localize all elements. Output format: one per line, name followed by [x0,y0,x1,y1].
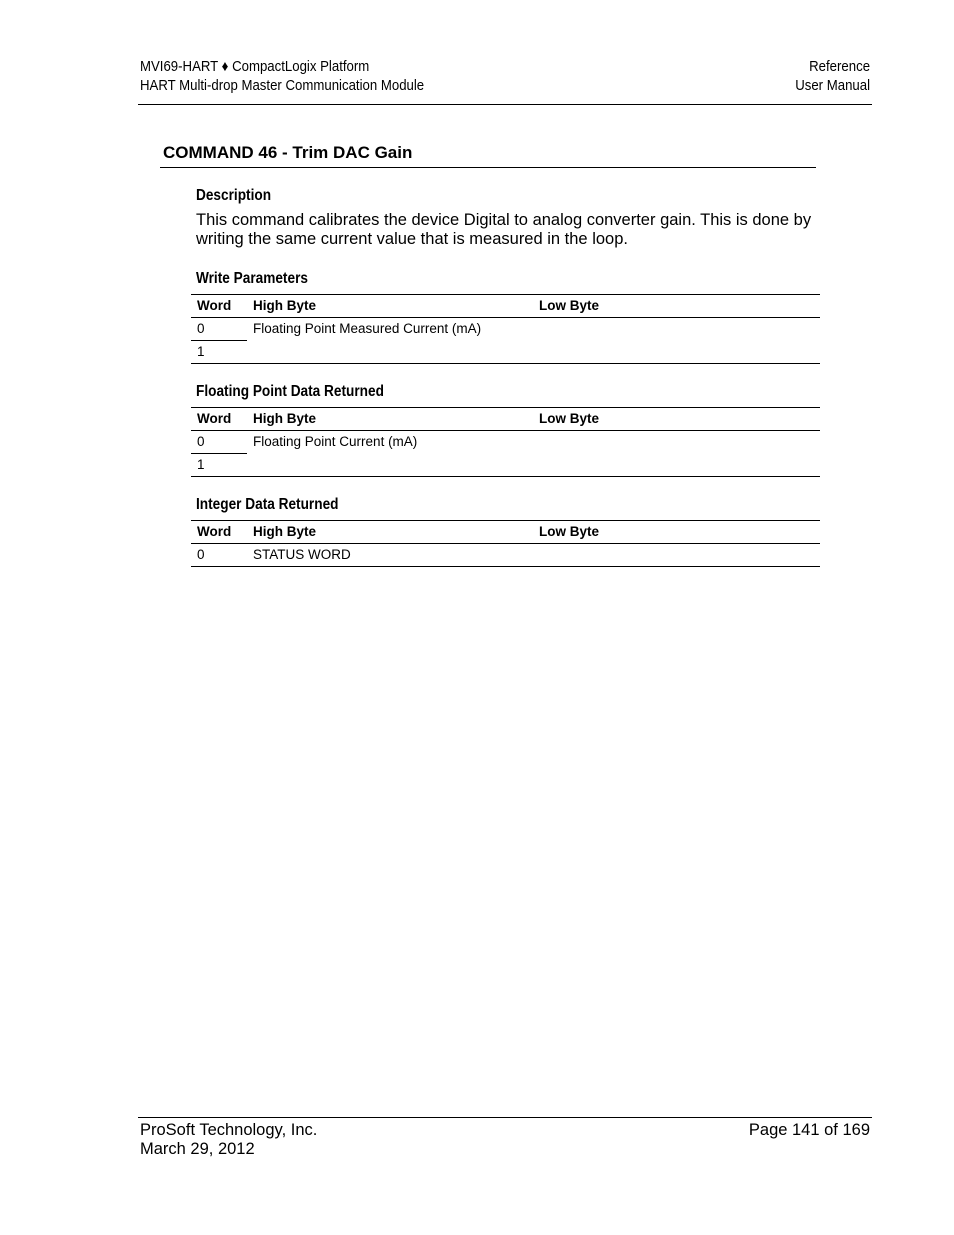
running-header-left [140,57,424,95]
footer-left [140,1121,317,1159]
write-parameters-heading: Write Parameters [196,270,308,287]
word-cell: 1 [191,341,247,364]
description-heading: Description [196,187,272,204]
word-cell: 0 [191,544,247,567]
column-header-low-byte: Low Byte [533,408,820,431]
column-header-high-byte: High Byte [247,521,533,544]
float-returned-heading: Floating Point Data Returned [196,383,384,400]
table-header-row [191,408,820,431]
table-row [191,454,820,477]
integer-returned-table [191,520,820,567]
table-header-row [191,295,820,318]
table-row [191,318,820,341]
column-header-word: Word [191,408,247,431]
high-byte-cell [247,341,533,364]
word-cell: 1 [191,454,247,477]
high-byte-cell: Floating Point Measured Current (mA) [253,321,482,336]
running-header-right [795,57,870,95]
table-row [191,544,820,567]
low-byte-cell [533,544,820,567]
write-parameters-table [191,294,820,364]
product-description: HART Multi-drop Master Communication Module [140,77,425,94]
section-title-rule [160,167,816,168]
high-byte-cell: Floating Point Current (mA) [253,434,418,449]
float-returned-table [191,407,820,477]
word-cell: 0 [191,318,247,341]
table-row [191,431,820,454]
table-header-row [191,521,820,544]
section-title: COMMAND 46 - Trim DAC Gain [163,143,413,162]
integer-returned-heading: Integer Data Returned [196,496,339,513]
column-header-high-byte: High Byte [247,408,533,431]
high-byte-cell [247,454,533,477]
description-text: This command calibrates the device Digital to analog converter gain. This is done by writing the same current value that is measured in the loop. [196,211,812,248]
column-header-high-byte: High Byte [247,295,533,318]
product-name: MVI69-HART ♦ CompactLogix Platform [140,58,370,75]
footer-rule [138,1117,872,1118]
chapter-name: Reference [809,58,870,75]
low-byte-cell [533,454,820,477]
column-header-low-byte: Low Byte [533,521,820,544]
manual-type: User Manual [795,77,870,94]
column-header-word: Word [191,521,247,544]
word-cell: 0 [191,431,247,454]
company-name: ProSoft Technology, Inc. [140,1121,318,1139]
column-header-word: Word [191,295,247,318]
column-header-low-byte: Low Byte [533,295,820,318]
publication-date: March 29, 2012 [140,1140,255,1158]
low-byte-cell [533,318,820,341]
page-number: Page 141 of 169 [748,1121,870,1139]
header-rule [138,104,872,105]
low-byte-cell [533,341,820,364]
low-byte-cell [533,431,820,454]
table-row [191,341,820,364]
high-byte-cell: STATUS WORD [247,544,533,567]
